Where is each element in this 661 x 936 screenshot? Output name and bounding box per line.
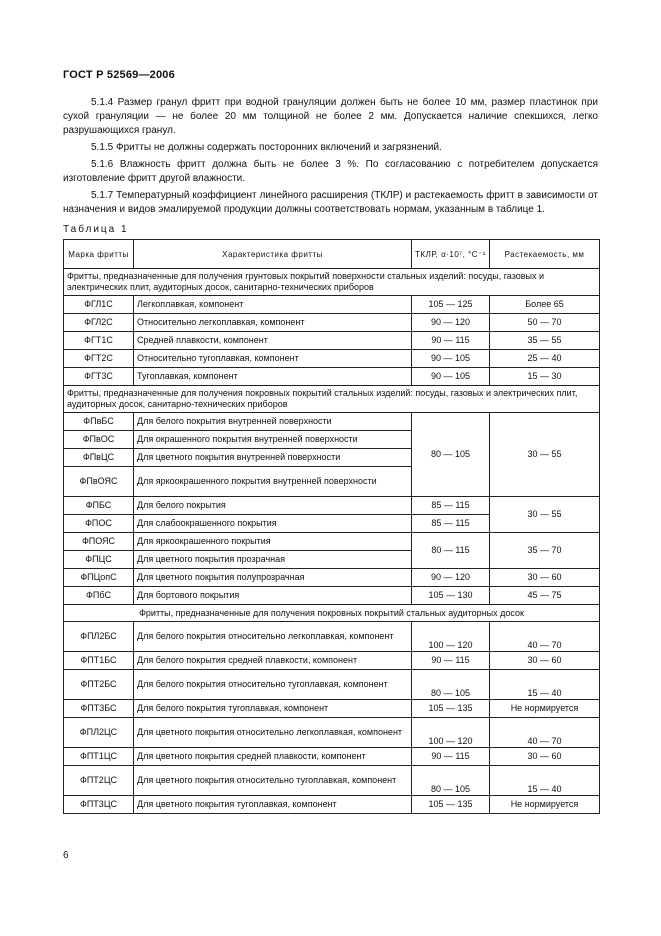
table-row [64, 497, 600, 515]
table-row [64, 368, 600, 386]
section-board: Фритты, предназначенные для получения покровных покрытий стальных аудиторных досок [64, 605, 600, 622]
section-ground: Фритты, предназначенные для получения грунтовых покрытий поверхности стальных изделий: посуды, газовых и электрических плит, аудиторных досок, санитарно-технических приборов [64, 269, 600, 296]
char-cell: Для цветного покрытия относительно легкоплавкая, компонент [134, 718, 412, 748]
char-cell: Для окрашенного покрытия внутренней поверхности [134, 431, 412, 449]
char-cell: Относительно легкоплавкая, компонент [134, 314, 412, 332]
tklr-cell: 90 — 120 [412, 569, 490, 587]
char-cell: Для яркоокрашенного покрытия [134, 533, 412, 551]
mark-cell: ФПвОС [64, 431, 134, 449]
mark-cell: ФПвОЯС [64, 467, 134, 497]
mark-cell: ФПТ2БС [64, 670, 134, 700]
table-row [64, 314, 600, 332]
spread-cell: 30 — 55 [490, 497, 600, 533]
tklr-cell: 90 — 105 [412, 368, 490, 386]
tklr-cell: 90 — 105 [412, 350, 490, 368]
char-cell: Для белого покрытия тугоплавкая, компонент [134, 700, 412, 718]
mark-cell: ФПБС [64, 497, 134, 515]
spread-cell: 15 — 40 [490, 766, 600, 796]
document-header: ГОСТ Р 52569—2006 [63, 69, 175, 81]
table-row [64, 622, 600, 652]
mark-cell: ФПТ3ЦС [64, 796, 134, 814]
table-row [64, 296, 600, 314]
spread-cell: 30 — 60 [490, 569, 600, 587]
mark-cell: ФПЛ2ЦС [64, 718, 134, 748]
mark-cell: ФПОС [64, 515, 134, 533]
tklr-cell: 90 — 120 [412, 314, 490, 332]
spread-cell: Не нормируется [490, 700, 600, 718]
tklr-cell: 105 — 130 [412, 587, 490, 605]
spread-cell: 15 — 30 [490, 368, 600, 386]
mark-cell: ФПТ3БС [64, 700, 134, 718]
table-row [64, 670, 600, 700]
mark-cell: ФГТ1С [64, 332, 134, 350]
mark-cell: ФПбС [64, 587, 134, 605]
char-cell: Для цветного покрытия прозрачная [134, 551, 412, 569]
spread-cell: 40 — 70 [490, 622, 600, 652]
char-cell: Для яркоокрашенного покрытия внутренней поверхности [134, 467, 412, 497]
tklr-cell: 80 — 115 [412, 533, 490, 569]
char-cell: Для белого покрытия относительно легкоплавкая, компонент [134, 622, 412, 652]
char-cell: Для белого покрытия относительно тугоплавкая, компонент [134, 670, 412, 700]
spread-cell: 30 — 55 [490, 413, 600, 497]
page-number: 6 [63, 850, 69, 861]
table-row [64, 587, 600, 605]
mark-cell: ФПЦС [64, 551, 134, 569]
mark-cell: ФГТ3С [64, 368, 134, 386]
char-cell: Для цветного покрытия полупрозрачная [134, 569, 412, 587]
frit-table [63, 239, 600, 814]
table-row [64, 652, 600, 670]
spread-cell: 45 — 75 [490, 587, 600, 605]
char-cell: Для цветного покрытия относительно тугоплавкая, компонент [134, 766, 412, 796]
char-cell: Тугоплавкая, компонент [134, 368, 412, 386]
table-row [64, 748, 600, 766]
tklr-cell: 90 — 115 [412, 748, 490, 766]
char-cell: Для цветного покрытия внутренней поверхности [134, 449, 412, 467]
tklr-cell: 100 — 120 [412, 718, 490, 748]
table-row [64, 766, 600, 796]
char-cell: Для слабоокрашенного покрытия [134, 515, 412, 533]
table-row [64, 533, 600, 551]
char-cell: Средней плавкости, компонент [134, 332, 412, 350]
tklr-cell: 90 — 115 [412, 652, 490, 670]
mark-cell: ФГЛ2С [64, 314, 134, 332]
table-caption: Таблица 1 [63, 224, 129, 235]
header-spread: Растекаемость, мм [490, 240, 600, 269]
table-row [64, 569, 600, 587]
tklr-cell: 105 — 135 [412, 700, 490, 718]
table-row [64, 413, 600, 431]
char-cell: Для цветного покрытия тугоплавкая, компонент [134, 796, 412, 814]
spread-cell: 35 — 70 [490, 533, 600, 569]
paragraph-5-1-6: 5.1.6 Влажность фритт должна быть не более 3 %. По согласованию с потребителем допускается изготовление фритт другой влажности. [63, 159, 598, 184]
table-row [64, 350, 600, 368]
tklr-cell: 80 — 105 [412, 766, 490, 796]
char-cell: Для бортового покрытия [134, 587, 412, 605]
tklr-cell: 85 — 115 [412, 515, 490, 533]
mark-cell: ФПЛ2БС [64, 622, 134, 652]
spread-cell: 50 — 70 [490, 314, 600, 332]
spread-cell: Более 65 [490, 296, 600, 314]
table-row [64, 332, 600, 350]
mark-cell: ФПТ1БС [64, 652, 134, 670]
mark-cell: ФПвБС [64, 413, 134, 431]
char-cell: Для белого покрытия [134, 497, 412, 515]
paragraph-5-1-5: 5.1.5 Фритты не должны содержать посторонних включений и загрязнений. [91, 142, 442, 153]
tklr-cell: 90 — 115 [412, 332, 490, 350]
paragraph-5-1-7: 5.1.7 Температурный коэффициент линейного расширения (ТКЛР) и растекаемость фритт в зависимости от назначения и видов эмалируемой продукции должны соответствовать нормам, указанным в таблице 1. [63, 190, 598, 215]
char-cell: Относительно тугоплавкая, компонент [134, 350, 412, 368]
tklr-cell: 80 — 105 [412, 670, 490, 700]
mark-cell: ФПЦопС [64, 569, 134, 587]
spread-cell: 40 — 70 [490, 718, 600, 748]
table-row [64, 796, 600, 814]
section-cover: Фритты, предназначенные для получения покровных покрытий стальных изделий: посуды, газовых и электрических плит, аудиторных досок, санитарно-технических приборов [64, 386, 600, 413]
mark-cell: ФПТ2ЦС [64, 766, 134, 796]
tklr-cell: 105 — 125 [412, 296, 490, 314]
table-row [64, 700, 600, 718]
char-cell: Для цветного покрытия средней плавкости, компонент [134, 748, 412, 766]
char-cell: Для белого покрытия внутренней поверхности [134, 413, 412, 431]
spread-cell: 15 — 40 [490, 670, 600, 700]
tklr-cell: 85 — 115 [412, 497, 490, 515]
table-row [64, 718, 600, 748]
header-mark: Марка фритты [64, 240, 134, 269]
mark-cell: ФПТ1ЦС [64, 748, 134, 766]
header-tklr: ТКЛР, α·10⁷, °С⁻¹ [412, 240, 490, 269]
tklr-cell: 80 — 105 [412, 413, 490, 497]
char-cell: Для белого покрытия средней плавкости, компонент [134, 652, 412, 670]
header-characteristic: Характеристика фритты [134, 240, 412, 269]
paragraph-5-1-4: 5.1.4 Размер гранул фритт при водной грануляции должен быть не более 10 мм, размер пластинок при сухой грануляции — не более 20 мм толщиной не более 2 мм. Допускается наличие спекшихся, легко разрушающихся гранул. [63, 97, 598, 136]
body-text [63, 96, 598, 220]
tklr-cell: 105 — 135 [412, 796, 490, 814]
spread-cell: 35 — 55 [490, 332, 600, 350]
mark-cell: ФПвЦС [64, 449, 134, 467]
tklr-cell: 100 — 120 [412, 622, 490, 652]
spread-cell: 30 — 60 [490, 748, 600, 766]
char-cell: Легкоплавкая, компонент [134, 296, 412, 314]
spread-cell: Не нормируется [490, 796, 600, 814]
mark-cell: ФПОЯС [64, 533, 134, 551]
mark-cell: ФГЛ1С [64, 296, 134, 314]
spread-cell: 25 — 40 [490, 350, 600, 368]
mark-cell: ФГТ2С [64, 350, 134, 368]
spread-cell: 30 — 60 [490, 652, 600, 670]
